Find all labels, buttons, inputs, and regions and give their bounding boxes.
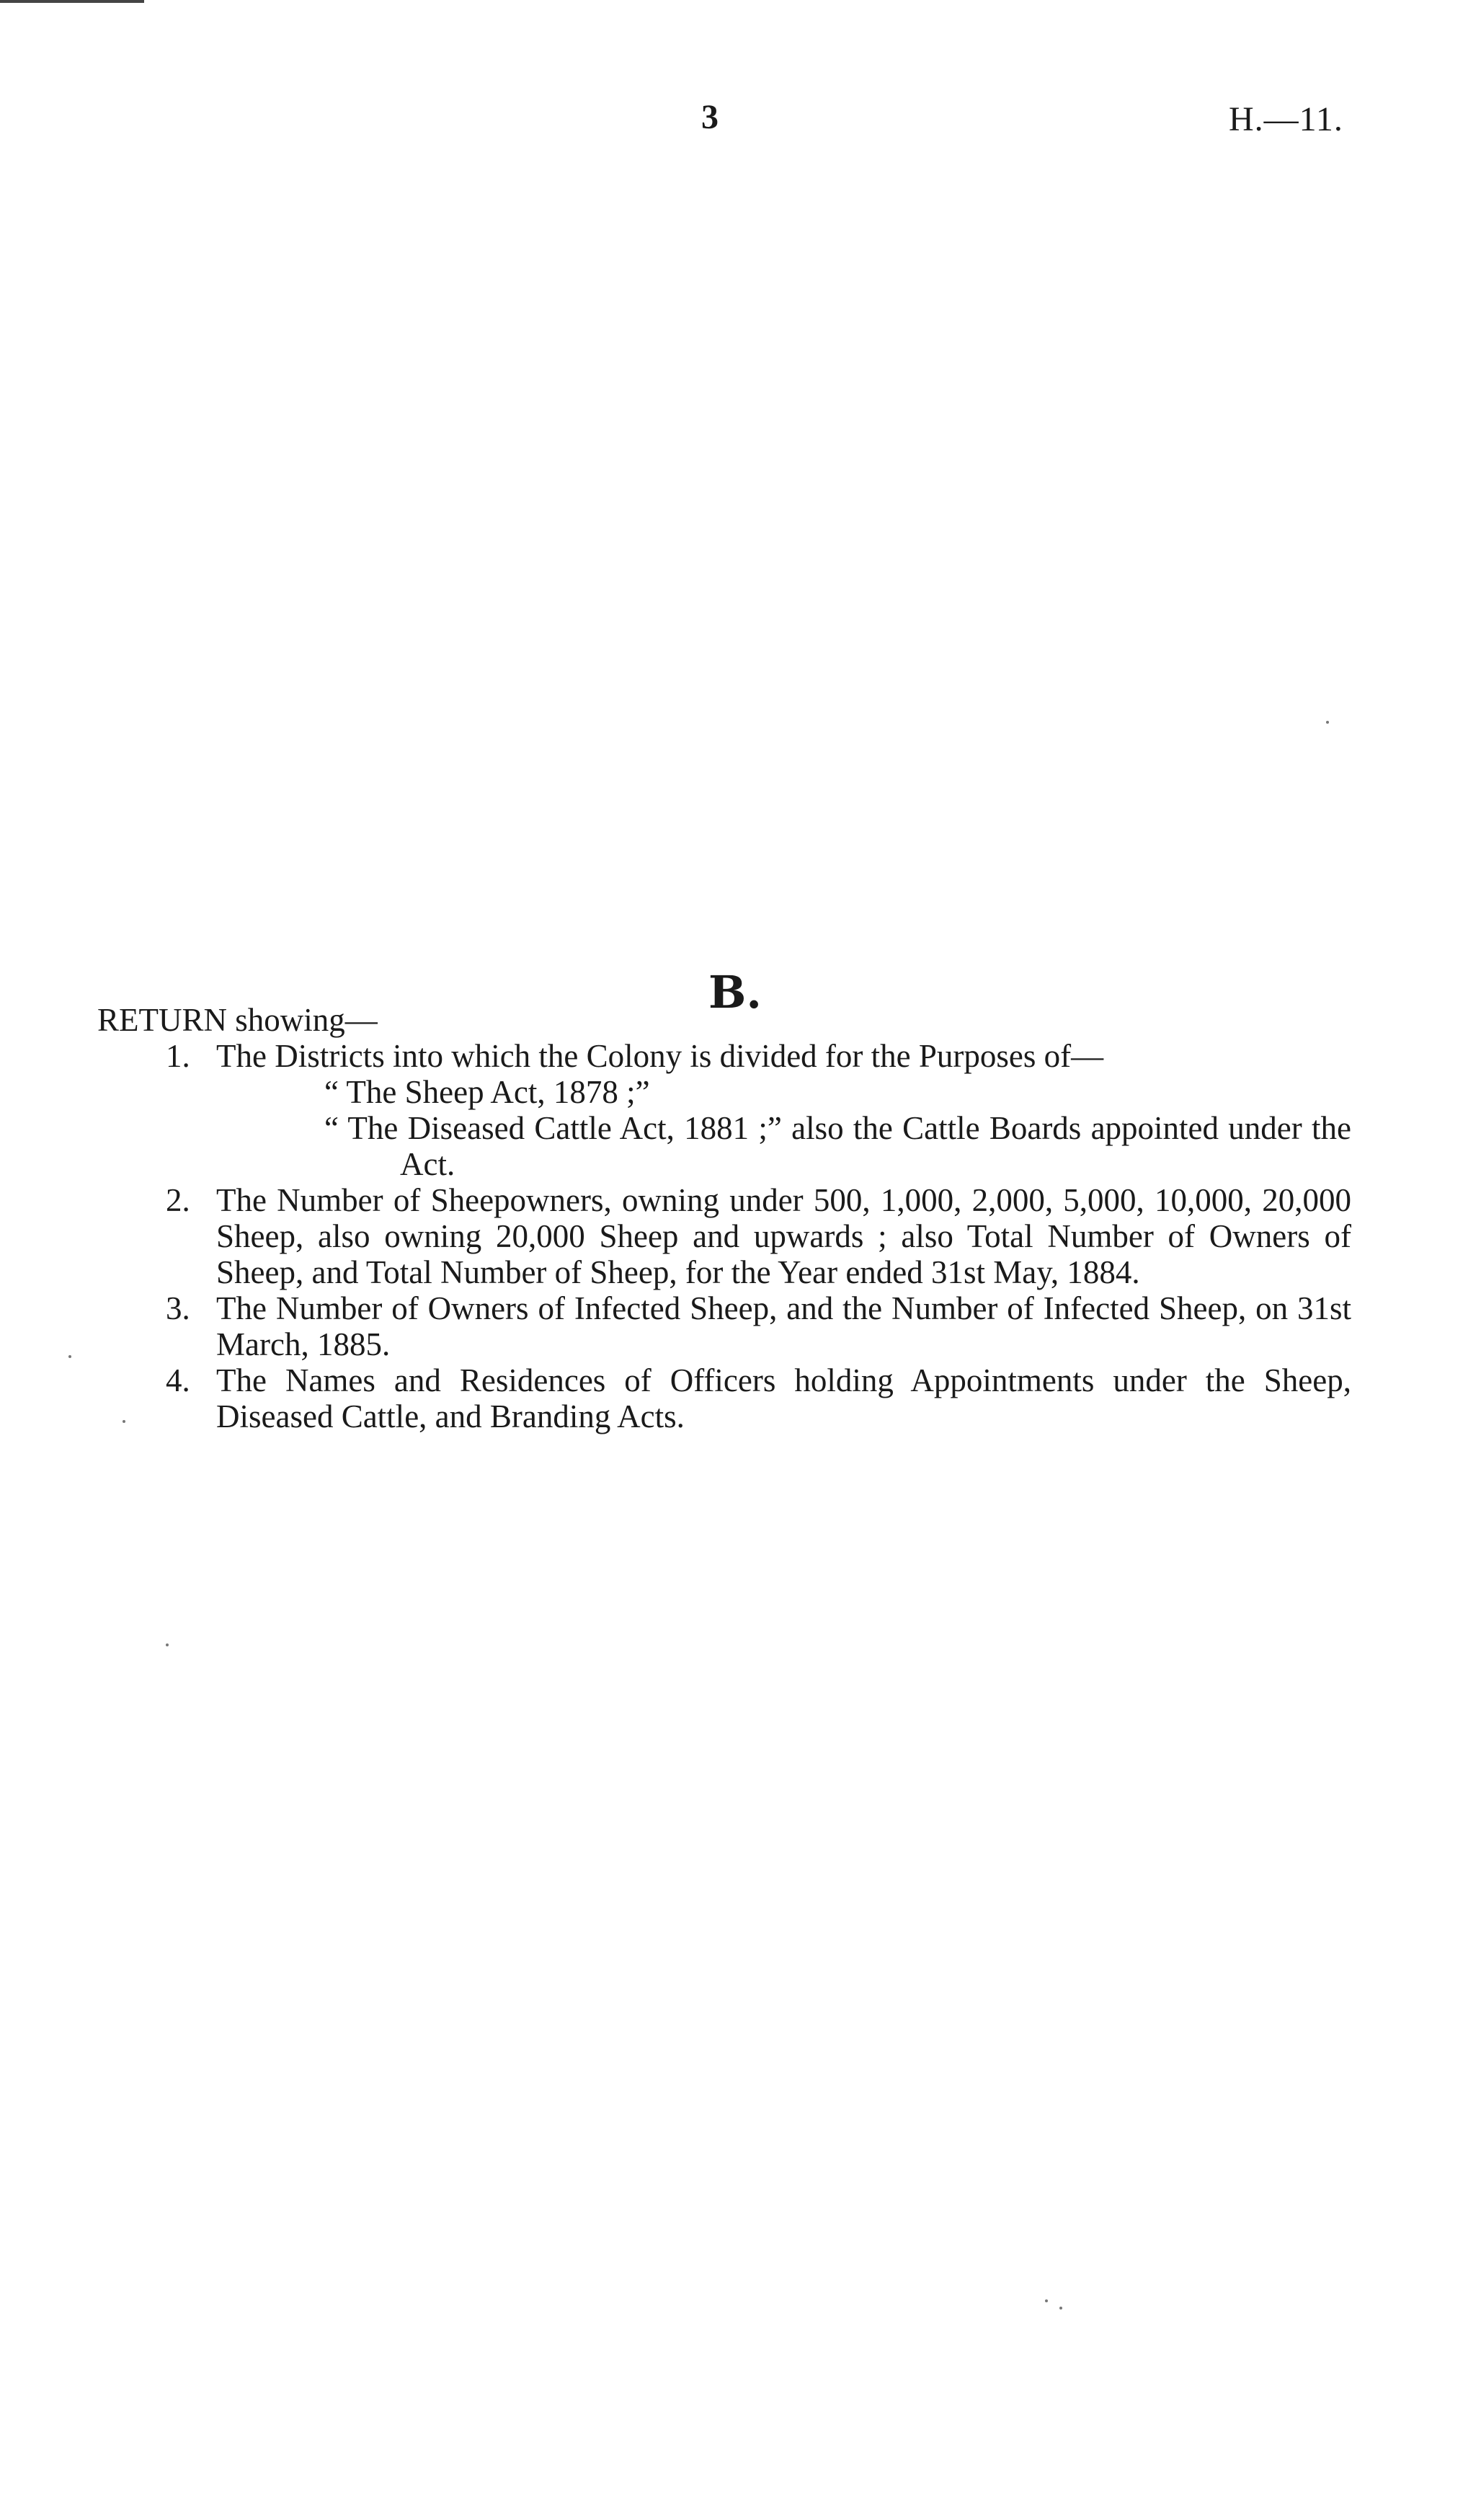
scan-speck bbox=[1059, 2307, 1062, 2310]
scan-speck bbox=[123, 1420, 125, 1423]
item-text: The Number of Sheepowners, owning under 500, 1,000, 2,000, 5,000, 10,000, 20,000 Sheep, also owning 20,000 Sheep and upwards ; also Total Number of Owners of Sheep, and Total Number of Sheep, for the Year ended 31st May, 1884. bbox=[216, 1182, 1351, 1290]
return-item-4 bbox=[97, 1362, 1351, 1434]
return-intro: RETURN showing— bbox=[97, 1002, 378, 1038]
item-number: 1. bbox=[166, 1038, 190, 1074]
act-list bbox=[216, 1074, 1351, 1182]
return-item-list bbox=[97, 1038, 1351, 1434]
top-edge-rule bbox=[0, 0, 144, 3]
page-number: 3 bbox=[701, 98, 719, 136]
scan-speck bbox=[68, 1355, 71, 1358]
scan-speck bbox=[1045, 2299, 1048, 2302]
item-number: 2. bbox=[166, 1182, 190, 1218]
item-number: 4. bbox=[166, 1362, 190, 1398]
item-text: The Districts into which the Colony is divided for the Purposes of— bbox=[216, 1038, 1104, 1074]
return-item-2 bbox=[97, 1182, 1351, 1290]
act-sheep-1878: “ The Sheep Act, 1878 ;” bbox=[324, 1074, 650, 1110]
return-body bbox=[97, 1002, 1351, 1434]
document-reference: H.—11. bbox=[1229, 100, 1343, 138]
item-text: The Number of Owners of Infected Sheep, and the Number of Infected Sheep, on 31st March, 1885. bbox=[216, 1290, 1351, 1362]
scan-speck bbox=[1326, 721, 1329, 724]
return-item-1 bbox=[97, 1038, 1351, 1182]
item-number: 3. bbox=[166, 1290, 190, 1326]
act-diseased-cattle-1881: “ The Diseased Cattle Act, 1881 ;” also the Cattle Boards appointed under the Act. bbox=[324, 1110, 1351, 1182]
scan-speck bbox=[166, 1643, 169, 1646]
return-item-3 bbox=[97, 1290, 1351, 1362]
section-heading: B. bbox=[708, 966, 762, 1019]
item-text: The Names and Residences of Officers holding Appointments under the Sheep, Diseased Cattle, and Branding Acts. bbox=[216, 1362, 1351, 1434]
